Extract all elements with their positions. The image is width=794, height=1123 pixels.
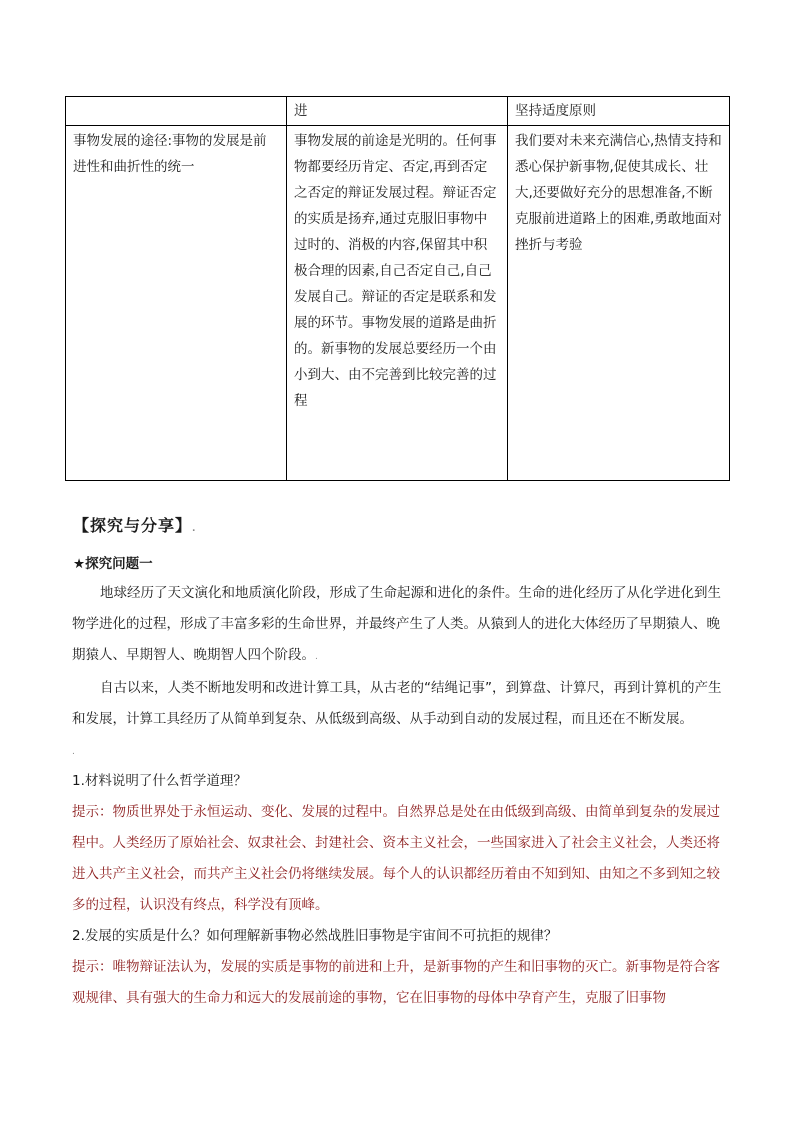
question-1: 1.材料说明了什么哲学道理？ [72,773,247,789]
table-cell-future: 事物发展的前途是光明的。任何事物都要经历肯定、否定,再到否定之否定的辩证发展过程。辩证否定的实质是扬弃,通过克服旧事物中过时的、消极的内容,保留其中积极合理的因素,自己否定自己,自己发展自己。辩证的否定是联系和发展的环节。事物发展的道路是曲折的。新事物的发展总要经历一个由小到大、由不完善到比较完善的过程 [287,126,508,481]
hint-1: 提示：物质世界处于永恒运动、变化、发展的过程中。自然界总是处在由低级到高级、由简单到复杂的发展过程中。人类经历了原始社会、奴隶社会、封建社会、资本主义社会，一些国家进入了社会主义社会，人类还将进入共产主义社会，而共产主义社会仍将继续发展。每个人的认识都经历着由不知到知、由知之不多到知之较多的过程，认识没有终点，科学没有顶峰。 [72,804,720,913]
hint-2: 提示：唯物辩证法认为，发展的实质是事物的前进和上升，是新事物的产生和旧事物的灭亡。新事物是符合客观规律、具有强大的生命力和远大的发展前途的事物，它在旧事物的母体中孕育产生，克服了旧事物 [72,959,720,1006]
question-2: 2.发展的实质是什么？如何理解新事物必然战胜旧事物是宇宙间不可抗拒的规律？ [72,928,558,944]
table-header-cell-3: 坚持适度原则 [508,97,730,126]
table-row [66,126,730,481]
table-header-cell-2: 进 [287,97,508,126]
question-group-title: ★探究问题一 [73,556,153,572]
table-cell-attitude: 我们要对未来充满信心,热情支持和悉心保护新事物,促使其成长、壮大,还要做好充分的思想准备,不断克服前进道路上的困难,勇敢地面对挫折与考验 [508,126,730,481]
material-paragraph-1: 地球经历了天文演化和地质演化阶段，形成了生命起源和进化的条件。生命的进化经历了从化学进化到生物学进化的过程，形成了丰富多彩的生命世界，并最终产生了人类。从猿到人的进化大体经历了早期猿人、晚期猿人、早期智人、晚期智人四个阶段。. [72,585,721,663]
table-cell-path: 事物发展的途径:事物的发展是前进性和曲折性的统一 [66,126,287,481]
material-paragraph-2: 自古以来，人类不断地发明和改进计算工具，从古老的“结绳记事”，到算盘、计算尺，再到计算机的产生和发展，计算工具经历了从简单到复杂、从低级到高级、从手动到自动的发展过程，而且还在不断发展。 [72,680,722,727]
table-header-cell-1 [66,97,287,126]
comparison-table [65,96,730,481]
section-title: 【探究与分享】. [73,516,197,535]
material-text: 地球经历了天文演化和地质演化阶段，形成了生命起源和进化的条件。生命的进化经历了从化学进化到生物学进化的过程，形成了丰富多彩的生命世界，并最终产生了人类。从猿到人的进化大体经历了早期猿人、晚期猿人、早期智人、晚期智人四个阶段。. 自古以来，人类不断地发明和改进计算工具，从古老的“结绳记事”，到算盘、计算尺，再到计算机的产生和发展，计算工具经历了从简单到复杂、从低级到高级、从手动到自动的发展过程，而且还在不断发展。 . 1.材料说明了什么哲学道理？ 提示：物质世界处于永恒运动、变化、发展的过程中。自然界总是处在由低级到高级、由简单到复杂的发展过程中。人类经历了原始社会、奴隶社会、封建社会、资本主义社会，一些国家进入了社会主义社会，人类还将进入共产主义社会，而共产主义社会仍将继续发展。每个人的认识都经历着由不知到知、由知之不多到知之较多的过程，认识没有终点，科学没有顶峰。 2.发展的实质是什么？如何理解新事物必然战胜旧事物是宇宙间不可抗拒的规律？ 提示：唯物辩证法认为，发展的实质是事物的前进和上升，是新事物的产生和旧事物的灭亡。新事物是符合客观规律、具有强大的生命力和远大的发展前途的事物，它在旧事物的母体中孕育产生，克服了旧事物 [72,578,726,1014]
table-header-row [66,97,730,126]
